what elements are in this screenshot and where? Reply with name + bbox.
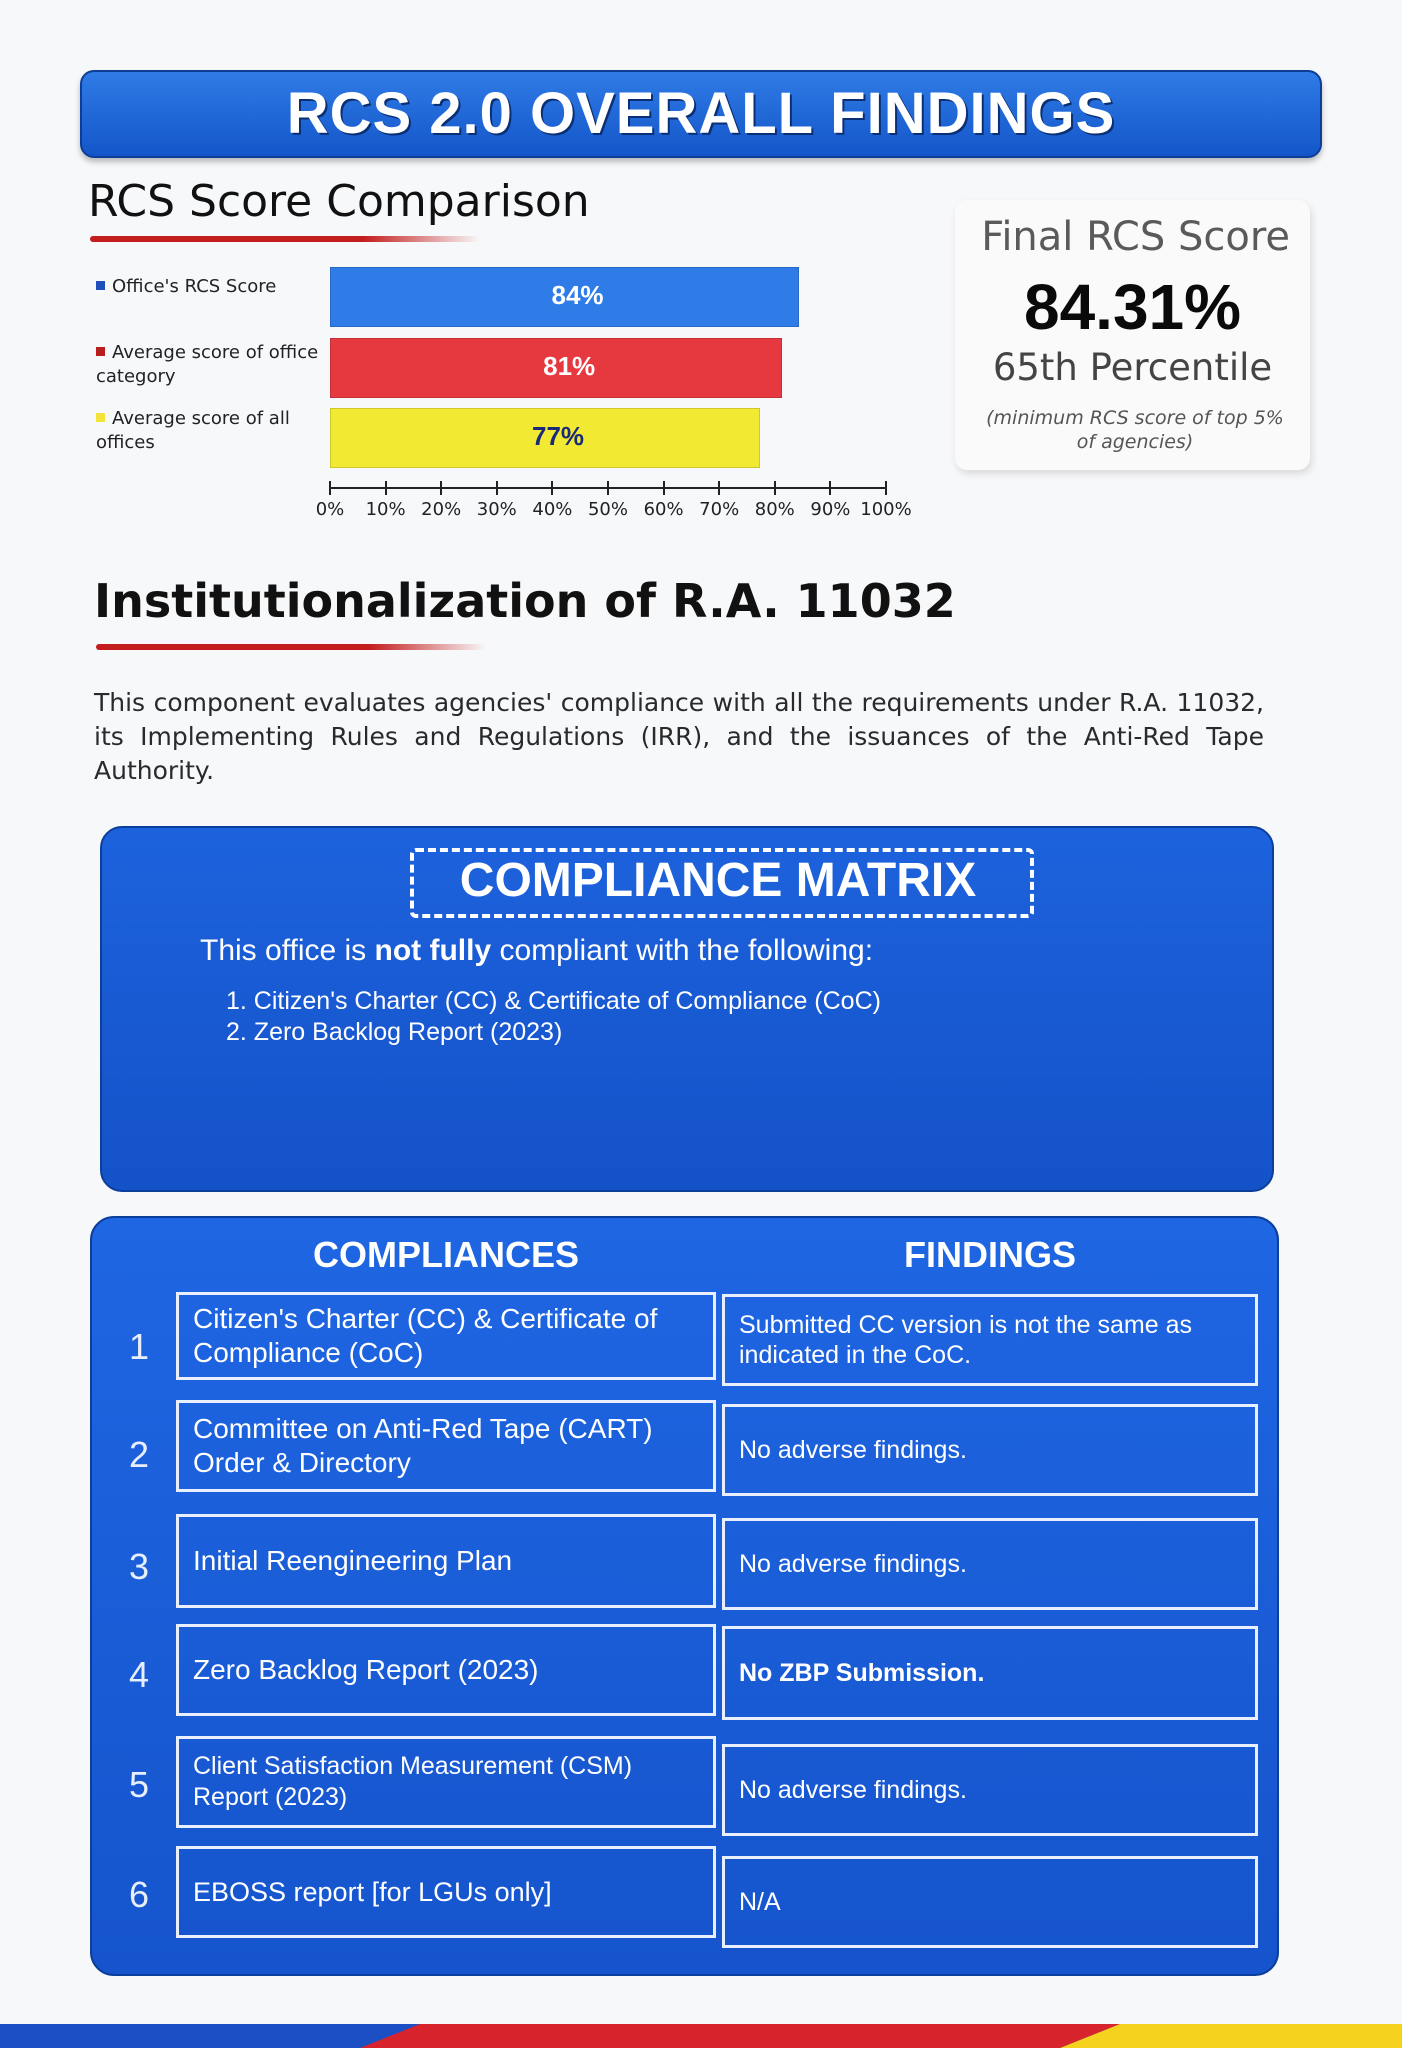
- compliance-cell: Initial Reengineering Plan: [176, 1514, 716, 1608]
- x-tick-label: 10%: [365, 499, 406, 520]
- x-tick-label: 30%: [476, 499, 517, 520]
- x-tick-label: 70%: [699, 499, 740, 520]
- x-tick: [551, 481, 553, 495]
- matrix-intro-bold: not fully: [374, 934, 492, 967]
- bottom-decorative-stripe: [0, 2018, 1402, 2048]
- legend-label: Average score of office category: [96, 342, 319, 387]
- compliance-cell: Zero Backlog Report (2023): [176, 1624, 716, 1716]
- row-number: 3: [128, 1546, 150, 1587]
- x-tick-label: 0%: [315, 499, 345, 520]
- x-tick-label: 80%: [754, 499, 795, 520]
- score-value: 84.31%: [1023, 271, 1242, 343]
- x-tick: [496, 481, 498, 495]
- row-number: 6: [128, 1874, 150, 1915]
- row-number: 2: [128, 1434, 150, 1475]
- x-tick: [774, 481, 776, 495]
- x-tick-label: 50%: [587, 499, 628, 520]
- x-tick: [329, 481, 331, 495]
- finding-cell: No adverse findings.: [722, 1744, 1258, 1836]
- institutionalization-title: Institutionalization of R.A. 11032: [94, 574, 956, 628]
- x-tick: [829, 481, 831, 495]
- x-tick: [663, 481, 665, 495]
- row-number: 5: [128, 1764, 150, 1805]
- matrix-noncompliant-list: [226, 986, 881, 1048]
- compliance-matrix-title: COMPLIANCE MATRIX: [459, 854, 977, 907]
- comparison-title: RCS Score Comparison: [88, 176, 590, 227]
- x-tick: [607, 481, 609, 495]
- legend-label: Average score of all offices: [96, 408, 290, 453]
- institutionalization-underline: [96, 644, 486, 650]
- matrix-list-item: 1. Citizen's Charter (CC) & Certificate of Compliance (CoC): [226, 987, 881, 1015]
- x-tick: [885, 481, 887, 495]
- compliance-cell: Citizen's Charter (CC) & Certificate of Compliance (CoC): [176, 1292, 716, 1380]
- row-number: 1: [128, 1326, 150, 1367]
- score-heading: Final RCS Score: [981, 214, 1290, 260]
- finding-cell: No adverse findings.: [722, 1404, 1258, 1496]
- x-tick-label: 90%: [810, 499, 851, 520]
- score-percentile: 65th Percentile: [992, 346, 1273, 389]
- x-tick-label: 60%: [643, 499, 684, 520]
- finding-cell: No adverse findings.: [722, 1518, 1258, 1610]
- compliance-cell: Committee on Anti-Red Tape (CART) Order & Directory: [176, 1400, 716, 1492]
- legend-label: Office's RCS Score: [112, 276, 277, 297]
- x-tick-label: 100%: [860, 499, 912, 520]
- finding-cell: N/A: [722, 1856, 1258, 1948]
- bar-value-label: 84%: [551, 280, 604, 310]
- bar-value-label: 81%: [543, 351, 596, 381]
- final-score-card: [955, 200, 1310, 470]
- column-header-compliances: COMPLIANCES: [312, 1234, 579, 1275]
- row-number: 4: [128, 1654, 150, 1695]
- matrix-intro: [200, 934, 873, 968]
- finding-cell: Submitted CC version is not the same as indicated in the CoC.: [722, 1294, 1258, 1386]
- x-tick-label: 20%: [421, 499, 462, 520]
- score-note: (minimum RCS score of top 5% of agencies): [986, 407, 1284, 453]
- x-tick: [385, 481, 387, 495]
- matrix-intro-before: This office is: [200, 934, 375, 967]
- institutionalization-description: This component evaluates agencies' compliance with all the requirements under R.A. 11032, its Implementing Rules and Regulations (IRR), and the issuances of the Anti-Red Tape Authority.: [94, 688, 1264, 785]
- x-tick-label: 40%: [532, 499, 573, 520]
- matrix-list-item: 2. Zero Backlog Report (2023): [226, 1018, 563, 1046]
- compliance-cell: Client Satisfaction Measurement (CSM) Report (2023): [176, 1736, 716, 1828]
- stripe-graphic: [0, 2018, 1402, 2048]
- finding-cell: No ZBP Submission.: [722, 1626, 1258, 1720]
- compliance-cell: EBOSS report [for LGUs only]: [176, 1846, 716, 1938]
- matrix-intro-after: compliant with the following:: [491, 934, 874, 967]
- page-title: RCS 2.0 OVERALL FINDINGS: [286, 81, 1116, 146]
- x-tick: [718, 481, 720, 495]
- column-header-findings: FINDINGS: [903, 1234, 1076, 1275]
- bar-value-label: 77%: [532, 421, 585, 451]
- x-tick: [440, 481, 442, 495]
